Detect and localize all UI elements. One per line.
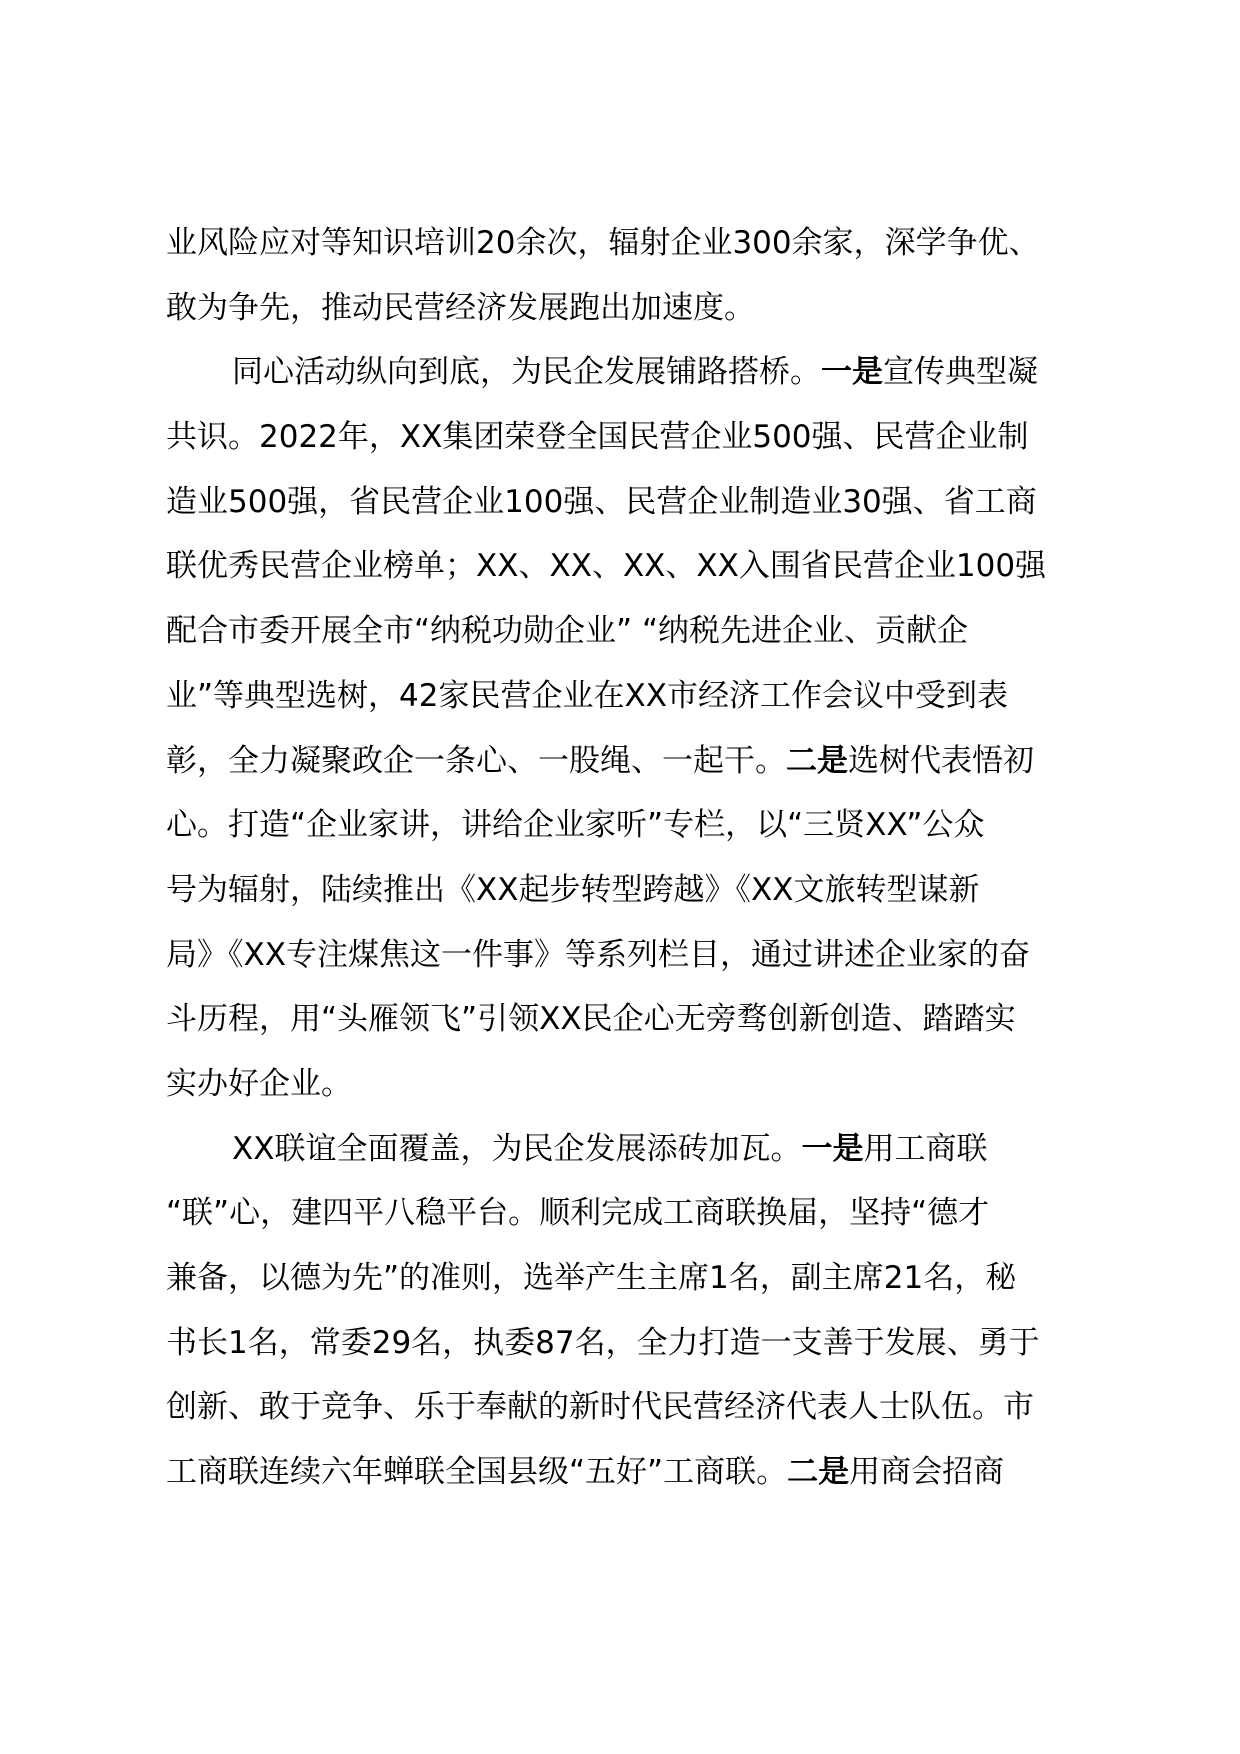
text-line — [166, 1052, 1116, 1117]
text-segment: 业风险应对等知识培训20余次，辐射企业300余家，深学争优、 — [166, 225, 1040, 261]
text-line — [166, 1181, 1116, 1246]
text-segment: 实办好企业。 — [166, 1065, 352, 1102]
body-text — [166, 211, 1116, 1505]
text-line — [166, 1117, 1116, 1182]
text-segment: 选树代表悟初 — [848, 742, 1034, 779]
text-line — [166, 729, 1116, 794]
text-line — [166, 923, 1116, 988]
bold-marker: 一是 — [801, 1130, 864, 1167]
text-line — [166, 534, 1116, 599]
text-line — [166, 987, 1116, 1052]
text-line — [166, 599, 1116, 664]
text-segment: XX联谊全面覆盖，为民企发展添砖加瓦。 — [232, 1130, 802, 1167]
bold-marker: 一是 — [821, 354, 883, 391]
bold-marker: 二是 — [787, 1454, 850, 1491]
text-segment: 彰，全力凝聚政企一条心、一股绳、一起干。 — [166, 742, 786, 779]
text-segment: “联”心，建四平八稳平台。顺利完成工商联换届，坚持“德才 — [166, 1195, 990, 1232]
text-line — [166, 1375, 1116, 1440]
text-line — [166, 1311, 1116, 1376]
text-line — [166, 1246, 1116, 1311]
text-segment: 联优秀民营企业榜单；XX、XX、XX、XX入围省民营企业100强 — [166, 548, 1047, 585]
text-segment: 书长1名，常委29名，执委87名，全力打造一支善于发展、勇于 — [166, 1324, 1040, 1361]
text-segment: 敢为争先，推动民营经济发展跑出加速度。 — [166, 289, 755, 326]
text-segment: 宣传典型凝 — [883, 354, 1038, 391]
text-line — [166, 664, 1116, 729]
text-segment: 心。打造“企业家讲，讲给企业家听”专栏，以“三贤XX”公众 — [166, 807, 985, 844]
bold-marker: 二是 — [786, 742, 848, 779]
text-line — [166, 276, 1116, 341]
text-line — [166, 470, 1116, 535]
text-segment: 造业500强，省民营企业100强、民营企业制造业30强、省工商 — [166, 483, 1037, 520]
text-segment: 创新、敢于竞争、乐于奉献的新时代民营经济代表人士队伍。市 — [166, 1389, 1034, 1426]
text-segment: 用商会招商 — [849, 1454, 1005, 1491]
text-line — [166, 340, 1116, 405]
text-segment: 局》《XX专注煤焦这一件事》等系列栏目，通过讲述企业家的奋 — [166, 936, 1030, 973]
text-segment: 用工商联 — [863, 1130, 988, 1167]
text-segment: 工商联连续六年蝉联全国县级“五好”工商联。 — [166, 1454, 788, 1491]
text-segment: 号为辐射，陆续推出《XX起步转型跨越》《XX文旅转型谋新 — [166, 871, 980, 908]
text-segment: 共识。2022年，XX集团荣登全国民营企业500强、民营企业制 — [166, 419, 1029, 456]
text-segment: 斗历程，用“头雁领飞”引领XX民企心无旁骛创新创造、踏踏实 — [166, 1001, 1016, 1038]
text-segment: 业”等典型选树，42家民营企业在XX市经济工作会议中受到表 — [166, 677, 1008, 714]
text-segment: 配合市委开展全市“纳税功勋企业” “纳税先进企业、贡献企 — [166, 613, 969, 650]
text-line — [166, 1440, 1116, 1505]
text-line — [166, 858, 1116, 923]
text-line — [166, 405, 1116, 470]
text-line — [166, 793, 1116, 858]
text-line — [166, 211, 1116, 276]
text-segment: 同心活动纵向到底，为民企发展铺路搭桥。 — [232, 354, 821, 391]
text-segment: 兼备，以德为先”的准则，选举产生主席1名，副主席21名，秘 — [166, 1260, 1017, 1296]
